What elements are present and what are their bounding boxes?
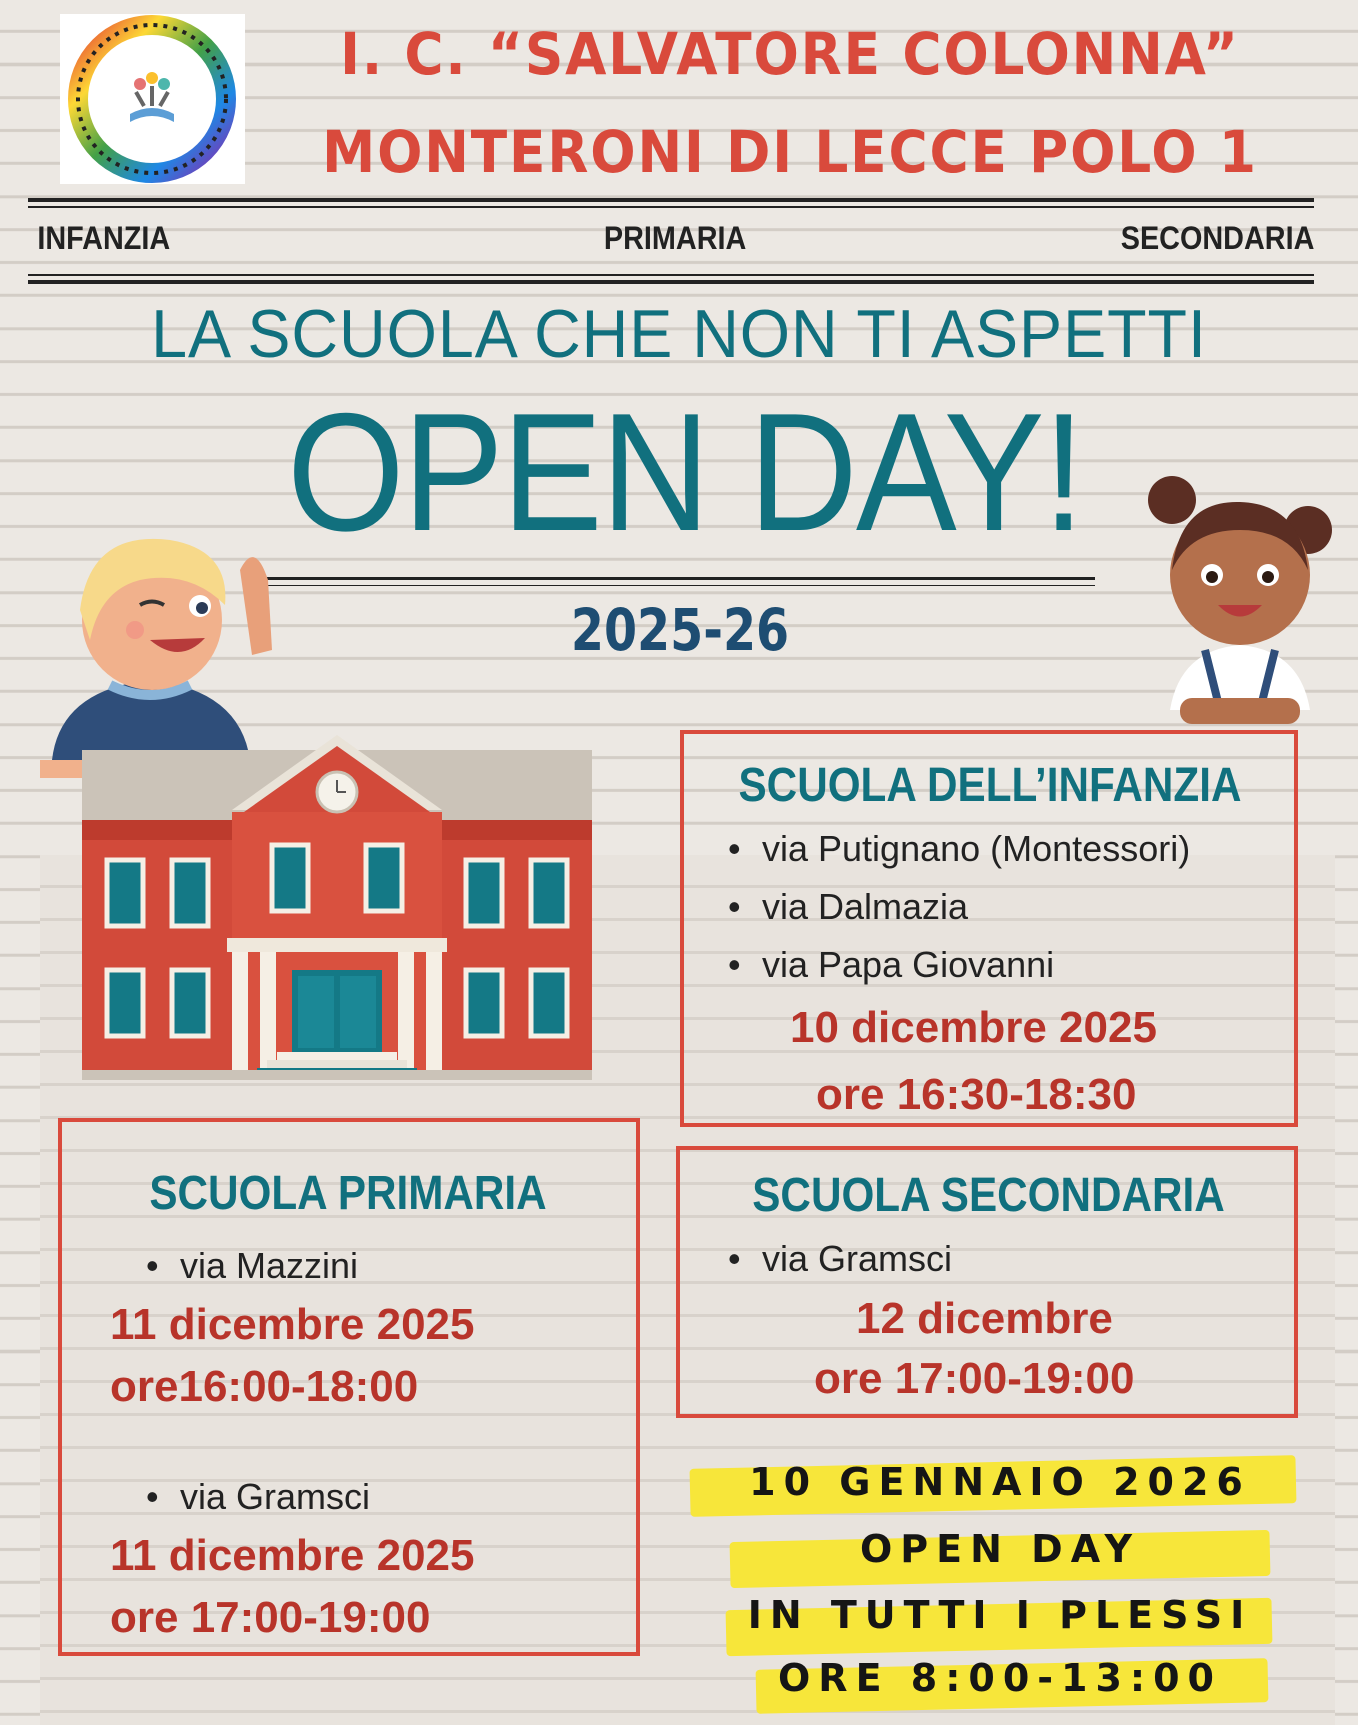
infanzia-time: ore 16:30-18:30	[816, 1070, 1137, 1119]
bottom-rule	[28, 280, 1314, 284]
infanzia-address-2: • via Dalmazia	[728, 886, 968, 928]
primaria-time-1: ore16:00-18:00	[110, 1362, 419, 1411]
school-year: 2025-26	[570, 596, 790, 664]
headline-rule-thin	[250, 585, 1095, 586]
highlight-hours: ORE 8:00-13:00	[778, 1656, 1222, 1700]
top-rule-thin	[28, 206, 1314, 208]
secondaria-address: • via Gramsci	[728, 1238, 952, 1280]
primaria-date-1: 11 dicembre 2025	[110, 1300, 475, 1349]
infanzia-date: 10 dicembre 2025	[790, 1003, 1157, 1052]
school-logo	[60, 14, 245, 184]
slogan: LA SCUOLA CHE NON TI ASPETTI	[151, 296, 1207, 372]
highlight-openday: OPEN DAY	[860, 1527, 1140, 1571]
girl-illustration	[1140, 470, 1340, 730]
school-name: I. C. “SALVATORE COLONNA”	[340, 20, 1240, 88]
bottom-rule-thin	[28, 274, 1314, 276]
infanzia-address-1: • via Putignano (Montessori)	[728, 828, 1190, 870]
headline-rule	[250, 577, 1095, 580]
school-location: MONTERONI DI LECCE POLO 1	[322, 118, 1258, 186]
top-rule	[28, 198, 1314, 202]
secondaria-date: 12 dicembre	[856, 1294, 1113, 1343]
secondaria-time: ore 17:00-19:00	[814, 1354, 1135, 1403]
highlight-date: 10 GENNAIO 2026	[749, 1460, 1251, 1504]
highlight-all-sites: IN TUTTI I PLESSI	[747, 1593, 1253, 1637]
level-primaria: PRIMARIA	[603, 220, 747, 256]
primaria-address-1: • via Mazzini	[146, 1245, 358, 1287]
primaria-date-2: 11 dicembre 2025	[110, 1531, 475, 1580]
school-building-illustration	[82, 730, 592, 1092]
level-infanzia: INFANZIA	[37, 220, 171, 256]
primaria-time-2: ore 17:00-19:00	[110, 1593, 431, 1642]
infanzia-address-3: • via Papa Giovanni	[728, 944, 1054, 986]
headline: OPEN DAY!	[287, 378, 1083, 566]
primaria-address-2: • via Gramsci	[146, 1476, 370, 1518]
secondaria-title: SCUOLA SECONDARIA	[752, 1169, 1225, 1222]
primaria-title: SCUOLA PRIMARIA	[149, 1167, 547, 1220]
level-secondaria: SECONDARIA	[1120, 220, 1315, 256]
infanzia-title: SCUOLA DELL’INFANZIA	[738, 759, 1242, 812]
